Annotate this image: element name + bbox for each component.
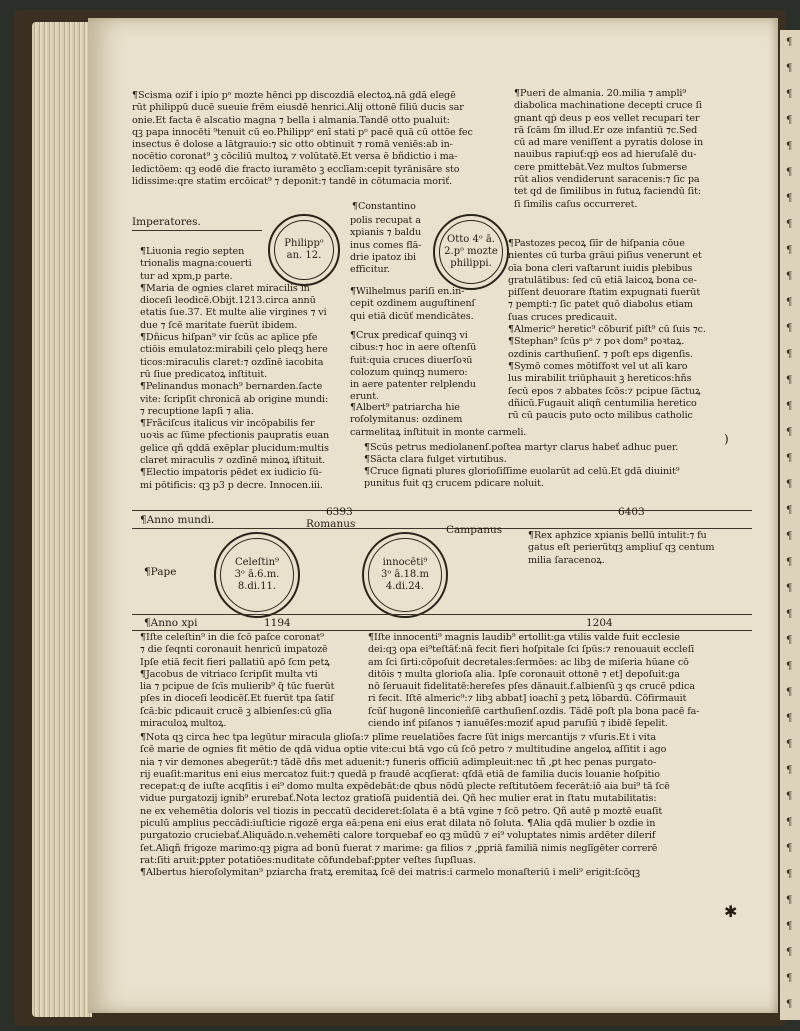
closing-bracket-mark: ) (724, 432, 729, 446)
anno-xpi-1204: 1204 (586, 617, 613, 629)
pape-label: ¶Pape (144, 566, 177, 578)
constantino-heading: ¶Constantino (352, 201, 416, 212)
bottom-miracula-paragraph: ¶Nota qꝫ circa hec tpa legūtur miracula glioſa:⁊ plīme reuelatiões facre ſūt inigs mercantijs ⁊ vſuris.Et i vita ſcē marie de ognies fit mētio de qdā vidua optie vite:cui btā vgo cū ſcō petro ⁊ multitudine angeloꝝ aſſitit i ago nia ⁊ vir demones abegerūt:⁊ tādē dñs met aduenit:⁊ funeris officiū adimpleuit:nec tñ ,ꝑt hec penas purgato- rij euaſit:maritus eni eius mercatoz fuit:⁊ quedā p fraudē acqſierat: qſdā etiā de familia ducis louanie hoſpitio recepat:q de iuſte acqſitis i ei⁹ domo multa expēdebāt:de qbus nōdū plecte reſtitutōem fecerāt:iō aia bui⁹ tā ſcē vidue purgatozij ignib⁹ erurebať.Nota lectoz gratioſā puidentiā dei. Qñ hec mulier erat in ſtatu mutabilitatis: ne ex vehemētia doloris vel tiozis in peccatū decideret:ſolata ē a btā vgine ⁊ ſcō petro. Qñ autē p moztē euaſit piculū amplius peccādi:iuſticie rigozē erga eā:pena eni eius erat dilata nō ſoluta. ¶Alia qdā mulier b ozdie in purgatozio cruciebať.Aliquādo.n.vehemēti calore torquebaf eo qꝫ mūdū ⁊ ei⁹ voluptates nimis ardēter dilerif ſet.Aliqñ frigoze marimo:qꝫ pigra ad bonū fuerat ⁊ marime: ga filios ⁊ ,ꝑpriā familiā nimis neglīgēter correrē rat:ſiti aruit:ꝑpter potatiōes:nuditate cōfundebaf:ꝑpter veſtes ſupſluas. ¶Albertus hieroſolymitan⁹ pziarcha fratꝝ eremitaꝝ ſcē dei matris:i carmelo monaſteriū i meli⁹ erigit:ſcōqꝫ (140, 732, 670, 879)
innocentius-years: 3ᵒ ā.18.m (381, 569, 429, 580)
otto-note: philippi. (450, 258, 492, 269)
right-column-pastores-paragraph: ¶Pastozes pecoꝝ ſiīr de hiſpania cōue nientes cū turba grāui piſius venerunt et oīa bona cleri vaſtarunt iuidis plebibus gratulātibus: ſed cū etiā laicoꝝ bona ce- piſſent deuorare ſtatim expugnati fuerūt ⁊ pempti:⁊ ſic patet quō diabolus etiam ſuas cruces predicauit. ¶Almeric⁹ heretic⁹ cōburiť piſt⁹ cū ſuis ⁊c. ¶Stephan⁹ ſcūs pᵒ ⁊ poꝛ dom⁹ poꝛtaꝝ. ozdinis carthuſienſ. ⁊ poſt eps digenſis. ¶Symō comes mōtiſfoꝛt vel ut alī karo lus mirabilit triūphauit ꝫ hereticos:hñs ſecū epos ⁊ abbates ſcōs:⁊ pcipue ſāctuꝝ dñicū.Fugauit aliqñ centumilia heretico rū cū paucis puto octo milibus catholic (508, 238, 706, 422)
anno-mundi-bottom-rule (132, 528, 752, 529)
pope-roundel-celestinus (214, 532, 300, 618)
otto-years: 2.pᵒ mozte (444, 246, 498, 257)
anno-xpi-label: ¶Anno xpi (144, 617, 198, 629)
cruce-signati-paragraph: ¶Cruce ſignati plures glorioſiſſime euolarūt ad celū.Et gdā diuinit⁹ punitus fuit qꝫ crucem pdicare noluit. (364, 466, 680, 490)
anno-mundi-label: ¶Anno mundi. (140, 514, 215, 526)
page-edges (32, 22, 92, 1017)
innocentius-vacancy: 4.di.24. (385, 581, 425, 592)
innocentius-commentary: ¶Iſte innocenti⁹ magnis laudib⁹ ertollit:ga vtilis valde fuit ecclesie dei:qꝫ opa ei⁹teſtāť:nā fecit fieri hoſpitale ſci ſpūs:⁊ renouauit eccleſī am ſci ſirti:cōpoſuit decretales:ſermōes: ac libꝫ de miſeria hūane cō ditōis ⁊ multa glorioſa alia. Ipſe coronauit ottonē ⁊ et] depoſuit:ga nō ſeruauit fidelitatē:hereſes pſes dānauit.f.albienſū ꝫ qs crucē pdica ri fecit. Iſtē almeric⁹:⁊ libꝫ abbat] ioachī ꝫ petꝝ lōbardū. Cōfirmauit ſcūſ hugonē linconieñſē carthuſienſ.ozdis. Tādē poſt pla bona pacē fa- ciendo inť piſanos ⁊ ianuēſes:moziť apud paruſiū ⁊ ibidē ſepelit. (368, 632, 700, 730)
wilhelmus-paragraph: ¶Wilhelmus pariſi en.in- cepit ozdinem auguſtinenſ qui etiā dicūť mendicātes. (350, 286, 475, 322)
imperatores-rule (132, 230, 262, 231)
sacra-clara-line: ¶Sācta clara fulget virtutibus. (364, 454, 507, 465)
book-page (88, 18, 778, 1013)
emperor-roundel-otto (433, 214, 509, 290)
pope-roundel-innocentius (362, 532, 448, 618)
anno-mundi-6403: 6403 (618, 506, 645, 518)
constantinople-paragraph: polis recupat a xpianis ⁊ baldu inus comes flā- drie ipatoz ibi efficitur. (350, 215, 422, 276)
rex-aphrice-paragraph: ¶Rex aphzice xpianis bellū intulit:⁊ fu gatus eſt perierūtqꝫ ampliuſ qꝫ centum milia ſaracenoꝝ. (528, 530, 715, 566)
imperatores-label: Imperatores. (132, 216, 201, 228)
celestinus-years: 3ᵒ ā.6.m. (234, 569, 280, 580)
albertus-paragraph: ¶Albert⁹ patriarcha hie roſolymitanus: ozdinem carmelitaꝝ inſtituit in monte carmeli. (350, 402, 527, 438)
philippus-years: an. 12. (286, 250, 322, 261)
celestinus-vacancy: 8.di.11. (237, 581, 277, 592)
facing-page-edge: ¶ ¶ ¶ ¶ ¶ ¶ ¶ ¶ ¶ ¶ ¶ ¶ ¶ ¶ ¶ ¶ ¶ ¶ ¶ ¶ ¶ ¶ ¶ ¶ ¶ ¶ ¶ ¶ ¶ ¶ ¶ ¶ ¶ ¶ ¶ ¶ ¶ ¶ (780, 30, 800, 1020)
anno-xpi-top-rule (132, 614, 752, 615)
asterisk-ornament: ✱ (724, 902, 738, 921)
anno-xpi-1194: 1194 (264, 617, 291, 629)
crux-paragraph: ¶Crux predicaf quinqꝫ vi cibus:⁊ hoc in aere oſtenſū fuit:quia cruces diuerſoꝛū colozum quinqꝫ numero: in aere patenter relplendu erunt. (350, 330, 477, 403)
innocentius-name: innocēti⁹ (382, 557, 428, 568)
anno-xpi-bottom-rule (132, 630, 752, 631)
scus-petrus-line: ¶Scūs petrus mediolanenſ.poſtea martyr clarus habeť adhuc puer. (364, 442, 679, 453)
philippus-name: Philippᵒ (284, 238, 324, 249)
celestinus-name: Celeſtin⁹ (234, 557, 280, 568)
left-column-schism-paragraph: ¶Scisma ozif i ipio pᵒ mozte hēnci pp discozdiā electoꝝ.nā gdā elegē rūt philippū ducē sueuie frēm eiusdē henrici.Alij ottonē filiū ducis sar onie.Et facta ē alscatio magna ⁊ bella i almania.Tandē otto pualuit: qꝫ papa innocēti ⁹tenuit cū eo.Philippᵒ enī stati pᵒ pacē quā cū ottōe fec insectus ē dolose a lātgrauio:⁊ sic otto obtinuit ⁊ romā veniēs:ab in- nocētio coronat⁹ ꝫ cōciliū multoꝝ ⁊ volūtatē.Et versa ē bñdictio i ma- ledictōem: qꝫ eodē die fracto iuramēto ꝫ ecclīam:cepit tyrānisāre sto lidissime:qre statim ercōicat⁹ ⁊ deponit:⁊ tandē in cōtumacia moriť. (132, 90, 473, 188)
romanus-label: Romanus (306, 518, 356, 530)
anno-mundi-top-rule (132, 510, 752, 511)
right-column-pueri-paragraph: ¶Pueri de almania. 20.milia ⁊ ampli⁹ diabolica machinatione decepti cruce ſi gnant qṗ deus p eos vellet recupari ter rā ſcām ſm illud.Er oze infantiū ⁊c.Sed cū ad mare veniſſent a pyratis dolose in nauibus rapiuť:qṗ eos ad hieruſalē du- cere pmittebāt.Vez multos ſubmerse rūt alios vendiderunt saracenis:⁊ ſic pa tet qd de ſimilibus in futuꝝ faciendū ſit: ſi ſimilis caſus occurreret. (514, 88, 704, 210)
campanus-label: Campanus (446, 524, 503, 536)
left-column-middle-entries: ¶Liuonia regio septen trionalis magna:couerti tur ad xpm,p parte. ¶Maria de ognies claret miracilis in dioceſi leodicē.Obijt.1213.circa annū etatis ſue.37. Et multe alie virgines ⁊ vi due ⁊ ſcē maritate fuerūt ibidem. ¶Dñicus hiſpan⁹ vir ſcūs ac aplice pfe ctiōis emulatoz:mirabili çelo pleqꝫ here ticos:miraculis claret:⁊ ozdīnē iacobita rū ſiue predicatoꝝ inſtituit. ¶Pelinandus monach⁹ bernarden.ſacte vite: ſcripſit chronicā ab origine mundi: ⁊ recuptione lapſi ⁊ alia. ¶Frãciſcus italicus vir incōpabilis fer uoꝛis ac ſūme pfectionis paupratis euan gelice qñ qddā exēplar plucidum:multis claret miraculis ⁊ ozdīnē minoꝝ iſtituit. ¶Electio impatoris pēdet ex iudicio ſū- mi pōtificis: qꝫ p3 p decre. Innocen.iii. (140, 246, 330, 491)
celestinus-commentary: ¶Iſte celeſtin⁹ in die ſcō paſce coronat⁹ ⁊ die ſeqnti coronauit henricū impatozē Ipſe etiā fecit fieri pallatiū apō ſcm petꝝ ¶Jacobus de vitriaco ſcripſit multa vti lia ⁊ pcipue de ſcīs mulierib⁹ q̄ tūc fuerūt pſes in dioceſi leodicēſ.Et fuerūt tpa ſatiſ ſcā:bic pdicauit crucē ꝫ albienſes:cū glīa miraculoꝝ multoꝝ. (140, 632, 335, 730)
otto-name: Otto 4ᵒ ā. (447, 234, 495, 245)
anno-mundi-6393: 6393 (326, 506, 353, 518)
